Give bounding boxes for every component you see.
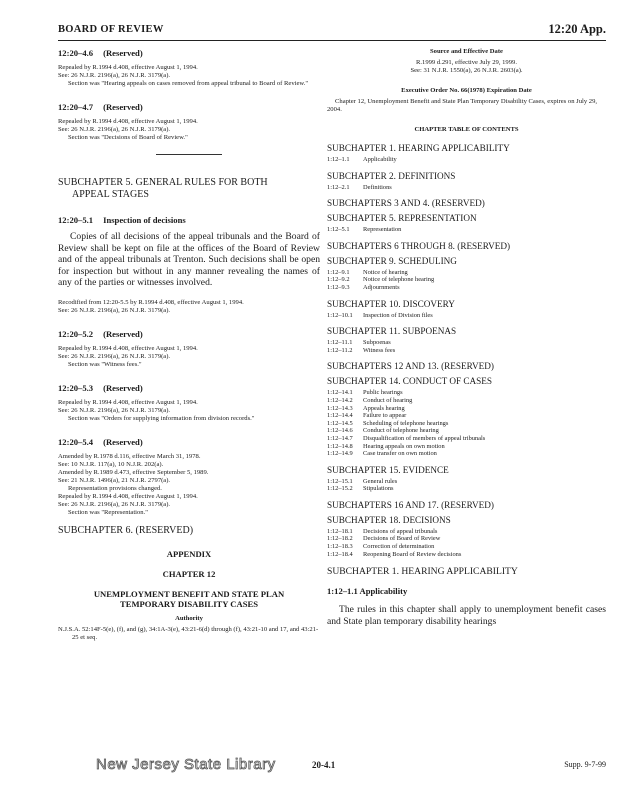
toc-item-number: 1:12–10.1 bbox=[327, 311, 353, 319]
toc-item-number: 1:12–18.2 bbox=[327, 535, 353, 543]
section-note: Section was "Hearing appeals on cases removed from appeal tribunal to Board of Review." bbox=[68, 80, 309, 87]
section-heading: 12:20–5.4 (Reserved) bbox=[58, 436, 143, 447]
subchapter-heading: SUBCHAPTER 5. GENERAL RULES FOR BOTH bbox=[58, 177, 268, 188]
toc-item-number: 1:12–18.4 bbox=[327, 550, 353, 558]
subchapter-heading: APPEAL STAGES bbox=[72, 189, 149, 200]
section-body: Copies of all decisions of the appeal tribunals and the Board of Review shall be kept on file at the offices of the Board of Review and of the appeal tribunals at Trenton. Such decisions shall be open for inspection but without in any manner revealing the names of any of the parties or witnesses involved. bbox=[58, 231, 320, 288]
history-note: See: 26 N.J.R. 2196(a), 26 N.J.R. 3179(a). bbox=[58, 406, 171, 414]
toc-item bbox=[327, 284, 606, 292]
toc-subchapter: SUBCHAPTER 14. CONDUCT OF CASES bbox=[327, 376, 492, 387]
toc-item-title: Definitions bbox=[363, 183, 392, 191]
toc-item bbox=[327, 485, 606, 493]
toc-subchapter: SUBCHAPTER 9. SCHEDULING bbox=[327, 255, 457, 266]
toc-item-title: General rules bbox=[363, 477, 398, 485]
toc-item bbox=[327, 478, 606, 486]
toc-item bbox=[327, 389, 606, 397]
toc-item bbox=[327, 269, 606, 277]
appendix-heading: APPENDIX bbox=[166, 548, 212, 559]
section-note: Section was "Witness fees." bbox=[68, 360, 142, 368]
toc-subchapter: SUBCHAPTER 1. HEARING APPLICABILITY bbox=[327, 143, 510, 153]
section-body: The rules in this chapter shall apply to unemployment benefit cases and State plan temporary disability hearings bbox=[327, 604, 606, 627]
history-note: Representation provisions changed. bbox=[68, 484, 162, 492]
section-heading: 12:20–5.1 Inspection of decisions bbox=[58, 215, 186, 225]
toc-item bbox=[327, 276, 606, 284]
toc-subchapter: SUBCHAPTER 15. EVIDENCE bbox=[327, 464, 449, 475]
header-code: 12:20 App. bbox=[548, 22, 606, 36]
toc-subchapter: SUBCHAPTER 5. REPRESENTATION bbox=[327, 213, 477, 224]
toc-item-title: Public hearings bbox=[363, 389, 403, 397]
toc-item bbox=[327, 528, 606, 536]
subchapter-heading: SUBCHAPTER 1. HEARING APPLICABILITY bbox=[327, 566, 518, 578]
library-watermark: New Jersey State Library bbox=[96, 756, 276, 773]
toc-item-number: 1:12–14.9 bbox=[327, 450, 353, 458]
section-note: Section was "Orders for supplying information from division records." bbox=[68, 414, 255, 422]
toc-item-number: 1:12–15.1 bbox=[327, 477, 353, 485]
toc-item bbox=[327, 184, 606, 192]
toc-item-number: 1:12–11.2 bbox=[327, 346, 353, 354]
history-note: See: 26 N.J.R. 2196(a), 26 N.J.R. 3179(a). bbox=[58, 306, 171, 314]
toc-item-title: Failure to appear bbox=[363, 412, 407, 420]
running-header bbox=[58, 22, 606, 40]
toc-item-number: 1:12–2.1 bbox=[327, 183, 350, 191]
left-column bbox=[58, 48, 320, 642]
toc-item-title: Applicability bbox=[363, 156, 397, 163]
toc-item bbox=[327, 226, 606, 234]
toc-item bbox=[327, 397, 606, 405]
toc-subchapter: SUBCHAPTERS 16 AND 17. (RESERVED) bbox=[327, 499, 494, 510]
history-note: See: 26 N.J.R. 2196(a), 26 N.J.R. 3179(a). bbox=[58, 72, 171, 79]
history-note: See: 10 N.J.R. 117(a), 10 N.J.R. 202(a). bbox=[58, 460, 164, 468]
toc-item-number: 1:12–14.7 bbox=[327, 434, 353, 442]
section-heading: 1:12–1.1 Applicability bbox=[327, 586, 408, 597]
page-number: 20-4.1 bbox=[312, 760, 336, 770]
toc-item-number: 1:12–14.2 bbox=[327, 396, 353, 404]
toc-item-number: 1:12–15.2 bbox=[327, 485, 353, 493]
toc-item-title: Reopening Board of Review decisions bbox=[363, 550, 462, 558]
executive-order-heading: Executive Order No. 66(1978) Expiration Date bbox=[401, 87, 532, 94]
history-note: See: 26 N.J.R. 2196(a), 26 N.J.R. 3179(a). bbox=[58, 126, 171, 133]
supplement-date: Supp. 9-7-99 bbox=[564, 760, 606, 769]
toc-item bbox=[327, 156, 606, 164]
toc-item-title: Correction of determination bbox=[363, 543, 435, 551]
history-note: Repealed by R.1994 d.408, effective August 1, 1994. bbox=[58, 118, 198, 125]
table-of-contents bbox=[327, 143, 606, 558]
history-note: See: 26 N.J.R. 2196(a), 26 N.J.R. 3179(a). bbox=[58, 352, 171, 360]
toc-item-title: Notice of telephone hearing bbox=[363, 276, 435, 284]
executive-order-text: Chapter 12, Unemployment Benefit and State Plan Temporary Disability Cases, expires on July 29, 2004. bbox=[327, 98, 598, 113]
toc-item-title: Inspection of Division files bbox=[363, 311, 433, 319]
toc-heading: CHAPTER TABLE OF CONTENTS bbox=[414, 126, 519, 133]
toc-subchapter: SUBCHAPTERS 3 AND 4. (RESERVED) bbox=[327, 198, 485, 209]
toc-item-title: Decisions of appeal tribunals bbox=[363, 527, 438, 535]
toc-item bbox=[327, 435, 606, 443]
toc-item bbox=[327, 312, 606, 320]
toc-item-title: Subpoenas bbox=[363, 339, 391, 347]
history-note: See: 26 N.J.R. 2196(a), 26 N.J.R. 3179(a). bbox=[58, 500, 171, 508]
section-note: Section was "Representation." bbox=[68, 508, 148, 516]
section-heading: 12:20–5.3 (Reserved) bbox=[58, 382, 143, 393]
toc-item-title: Scheduling of telephone hearings bbox=[363, 419, 449, 427]
authority-text: N.J.S.A. 52:14F-5(e), (f), and (g), 34:1A-3(e), 43:21-6(d) through (f), 43:21-10 and 17, and 43:21-25 et seq. bbox=[58, 625, 319, 641]
toc-item bbox=[327, 543, 606, 551]
chapter-title: UNEMPLOYMENT BENEFIT AND STATE PLAN TEMPORARY DISABILITY CASES bbox=[93, 588, 285, 609]
toc-item-title: Hearing appeals on own motion bbox=[363, 442, 445, 450]
toc-item-title: Disqualification of members of appeal tribunals bbox=[363, 434, 486, 442]
toc-item bbox=[327, 450, 606, 458]
toc-item bbox=[327, 551, 606, 559]
toc-item-number: 1:12–1.1 bbox=[327, 156, 350, 163]
chapter-heading: CHAPTER 12 bbox=[162, 568, 216, 579]
toc-subchapter: SUBCHAPTER 10. DISCOVERY bbox=[327, 298, 455, 309]
toc-subchapter: SUBCHAPTERS 12 AND 13. (RESERVED) bbox=[327, 361, 494, 372]
history-note: Recodified from 12:20-5.5 by R.1994 d.408, effective August 1, 1994. bbox=[58, 298, 244, 306]
toc-item-number: 1:12–9.2 bbox=[327, 276, 350, 284]
divider bbox=[156, 154, 222, 155]
toc-item-number: 1:12–5.1 bbox=[327, 226, 350, 234]
toc-item bbox=[327, 412, 606, 420]
toc-item bbox=[327, 443, 606, 451]
history-note: Repealed by R.1994 d.408, effective August 1, 1994. bbox=[58, 398, 198, 406]
toc-item-title: Witness fees bbox=[363, 346, 396, 354]
toc-item-number: 1:12–14.6 bbox=[327, 427, 353, 435]
toc-subchapter: SUBCHAPTER 11. SUBPOENAS bbox=[327, 326, 457, 337]
section-heading: 12:20–4.6 (Reserved) bbox=[58, 48, 143, 58]
history-note: Amended by R.1989 d.473, effective September 5, 1989. bbox=[58, 468, 209, 476]
toc-item bbox=[327, 420, 606, 428]
history-note: Repealed by R.1994 d.408, effective August 1, 1994. bbox=[58, 492, 198, 500]
right-column bbox=[327, 48, 606, 637]
source-heading: Source and Effective Date bbox=[430, 48, 503, 55]
section-heading: 12:20–4.7 (Reserved) bbox=[58, 102, 143, 112]
header-rule bbox=[58, 40, 606, 41]
toc-item bbox=[327, 339, 606, 347]
toc-item-title: Representation bbox=[363, 226, 402, 234]
toc-subchapter: SUBCHAPTERS 6 THROUGH 8. (RESERVED) bbox=[327, 240, 511, 251]
toc-item-number: 1:12–18.3 bbox=[327, 543, 353, 551]
toc-item-title: Appeals hearing bbox=[363, 404, 405, 412]
toc-item-number: 1:12–14.1 bbox=[327, 389, 353, 397]
toc-item-title: Decisions of Board of Review bbox=[363, 535, 441, 543]
toc-subchapter: SUBCHAPTER 18. DECISIONS bbox=[327, 514, 451, 525]
toc-item bbox=[327, 535, 606, 543]
toc-item-number: 1:12–11.1 bbox=[327, 339, 353, 347]
source-text: R.1999 d.291, effective July 29, 1999. See: 31 N.J.R. 1550(a), 26 N.J.R. 2603(a). bbox=[410, 59, 523, 74]
toc-item-title: Conduct of hearing bbox=[363, 396, 413, 404]
toc-item bbox=[327, 427, 606, 435]
toc-subchapter: SUBCHAPTER 2. DEFINITIONS bbox=[327, 170, 456, 181]
toc-item-number: 1:12–9.1 bbox=[327, 268, 350, 276]
toc-item-title: Notice of hearing bbox=[363, 268, 408, 276]
toc-item-number: 1:12–14.8 bbox=[327, 442, 353, 450]
toc-item-title: Case transfer on own motion bbox=[363, 450, 437, 458]
toc-item-number: 1:12–18.1 bbox=[327, 527, 353, 535]
history-note: See: 21 N.J.R. 1496(a), 21 N.J.R. 2797(a). bbox=[58, 476, 171, 484]
header-title: BOARD OF REVIEW bbox=[58, 24, 164, 35]
toc-item-title: Conduct of telephone hearing bbox=[363, 427, 439, 435]
history-note: Repealed by R.1994 d.408, effective August 1, 1994. bbox=[58, 64, 198, 71]
toc-item-number: 1:12–9.3 bbox=[327, 283, 350, 291]
section-heading: 12:20–5.2 (Reserved) bbox=[58, 328, 143, 339]
toc-item-number: 1:12–14.4 bbox=[327, 412, 353, 420]
toc-item-number: 1:12–14.3 bbox=[327, 404, 353, 412]
section-note: Section was "Decisions of Board of Review." bbox=[68, 134, 188, 141]
toc-item bbox=[327, 347, 606, 355]
toc-item-number: 1:12–14.5 bbox=[327, 419, 353, 427]
history-note: Repealed by R.1994 d.408, effective August 1, 1994. bbox=[58, 344, 198, 352]
authority-heading: Authority bbox=[175, 614, 203, 622]
history-note: Amended by R.1978 d.116, effective March 31, 1978. bbox=[58, 452, 201, 460]
toc-item bbox=[327, 405, 606, 413]
subchapter-heading: SUBCHAPTER 6. (RESERVED) bbox=[58, 524, 194, 536]
toc-item-title: Adjournments bbox=[363, 283, 400, 291]
page-footer bbox=[96, 756, 606, 776]
toc-item-title: Stipulations bbox=[363, 485, 394, 493]
